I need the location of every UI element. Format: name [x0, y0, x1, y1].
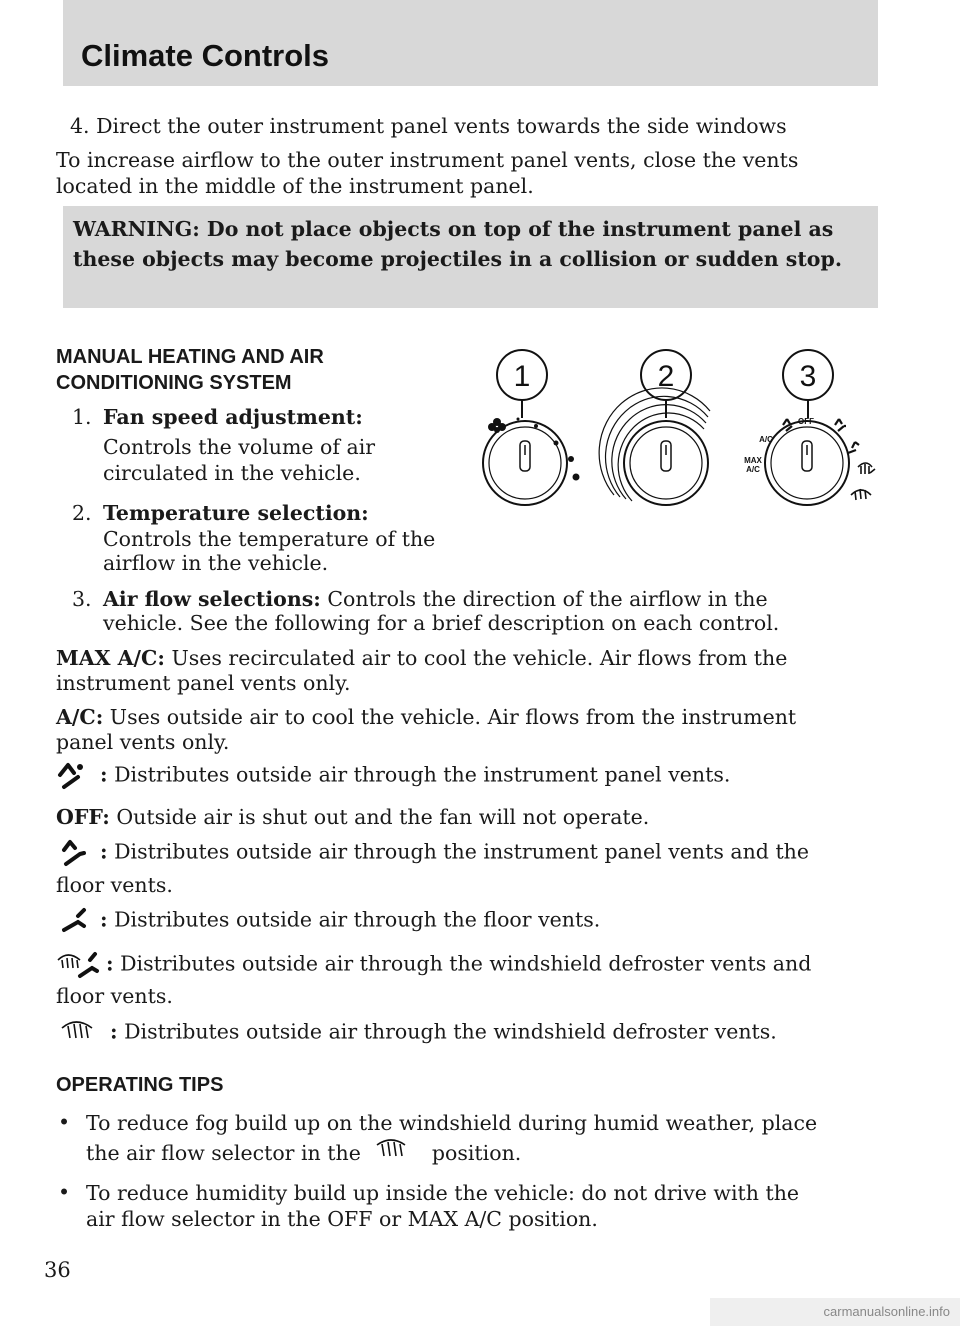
bilevel-vent-icon [835, 419, 846, 431]
section-heading-line-1: MANUAL HEATING AND AIR [56, 346, 324, 368]
bilevel-mode-line-2: floor vents. [56, 873, 173, 897]
callout-1-label: 1 [513, 360, 531, 393]
off-desc: Outside air is shut out and the fan will not operate. [109, 805, 650, 829]
operating-tips-heading: OPERATING TIPS [56, 1074, 224, 1096]
max-label: MAX [744, 456, 762, 465]
max-ac-label: A/C [746, 465, 760, 474]
tip-1-text-a: the air flow selector in the [86, 1141, 361, 1165]
item-2-title: Temperature selection: [103, 501, 369, 525]
item-2-line-2: airflow in the vehicle. [103, 551, 329, 575]
callout-3-label: 3 [799, 360, 817, 393]
mix-mode-line-1 [56, 950, 811, 980]
item-1-line-1: Controls the volume of air [103, 435, 376, 459]
bilevel-mode-line-1 [56, 838, 809, 868]
floor-mode-colon: : [100, 907, 108, 932]
page-header [63, 0, 878, 86]
page-number: 36 [44, 1258, 71, 1282]
intro-line-2: located in the middle of the instrument panel. [56, 174, 534, 198]
item-3-line-2: vehicle. See the following for a brief description on each control. [103, 611, 780, 635]
mix-mode-desc: Distributes outside air through the windshield defroster vents and [120, 951, 812, 976]
defrost-mode-icon [56, 1018, 110, 1048]
bilevel-mode-icon [56, 838, 100, 868]
warning-box [63, 206, 878, 308]
fan-speed-knob [483, 418, 580, 506]
off-label-text: OFF: [56, 805, 110, 829]
page-title: Climate Controls [81, 38, 330, 73]
floor-mode-line [56, 906, 600, 936]
floor-vent-icon [848, 442, 859, 453]
tip-1-line-1: To reduce fog build up on the windshield during humid weather, place [86, 1111, 818, 1135]
panel-mode-icon [56, 761, 100, 791]
max-ac-line-1 [56, 645, 787, 671]
tip-2-bullet: • [58, 1180, 71, 1204]
bilevel-mode-colon: : [100, 839, 108, 864]
callout-1 [497, 350, 547, 418]
item-1-title: Fan speed adjustment: [103, 405, 363, 429]
tip-2-line-2: air flow selector in the OFF or MAX A/C position. [86, 1207, 598, 1231]
callout-2-label: 2 [657, 360, 675, 393]
ac-line-2: panel vents only. [56, 730, 230, 754]
item-1-line-2: circulated in the vehicle. [103, 461, 361, 485]
step-4: 4. Direct the outer instrument panel vents towards the side windows [70, 114, 787, 138]
mix-mode-colon: : [106, 951, 114, 976]
ac-label: A/C [759, 435, 773, 444]
fan-icon [488, 418, 506, 433]
item-3-desc: Controls the direction of the airflow in the [320, 587, 768, 611]
mix-mode-line-2: floor vents. [56, 984, 173, 1008]
defrost-mode-desc: Distributes outside air through the windshield defroster vents. [124, 1019, 777, 1044]
tip-1-line-2 [86, 1140, 521, 1166]
defrost-inline-icon [367, 1137, 425, 1165]
defrost-floor-mode-icon [56, 950, 106, 980]
defrost-mode-line [56, 1018, 777, 1048]
intro-line-1: To increase airflow to the outer instrument panel vents, close the vents [56, 148, 799, 172]
temperature-knob [599, 388, 710, 505]
item-2-line-1: Controls the temperature of the [103, 527, 436, 551]
ac-desc: Uses outside air to cool the vehicle. Air flows from the instrument [103, 705, 797, 729]
item-2-num: 2. [72, 501, 92, 525]
air-flow-knob [744, 417, 875, 505]
callout-3 [783, 350, 833, 418]
max-ac-label-text: MAX A/C: [56, 646, 165, 670]
ac-label-text: A/C: [56, 705, 104, 729]
watermark: carmanualsonline.info [710, 1298, 960, 1326]
off-label: OFF [798, 417, 814, 426]
tip-2-line-1: To reduce humidity build up inside the vehicle: do not drive with the [86, 1181, 800, 1205]
warning-text: WARNING: Do not place objects on top of the instrument panel as these objects may become projectiles in a collision or sudden stop. [73, 217, 842, 271]
bilevel-mode-desc: Distributes outside air through the instrument panel vents and the [114, 839, 810, 864]
floor-mode-desc: Distributes outside air through the floor vents. [114, 907, 601, 932]
item-1-num: 1. [72, 405, 92, 429]
ac-line-1 [56, 704, 796, 730]
tip-1-bullet: • [58, 1110, 71, 1134]
off-line [56, 804, 649, 830]
max-ac-desc: Uses recirculated air to cool the vehicle. Air flows from the [164, 646, 788, 670]
panel-mode-desc: Distributes outside air through the instrument panel vents. [114, 762, 731, 787]
max-ac-line-2: instrument panel vents only. [56, 671, 351, 695]
tip-1-text-b: position. [431, 1141, 522, 1165]
section-heading-line-2: CONDITIONING SYSTEM [56, 372, 292, 394]
item-3-num: 3. [72, 587, 92, 611]
item-3-title: Air flow selections: [103, 587, 321, 611]
item-3-line-1 [103, 586, 768, 612]
panel-mode-line [56, 761, 730, 791]
floor-mode-icon [56, 906, 100, 936]
defrost-mode-colon: : [110, 1019, 118, 1044]
climate-control-diagram [470, 345, 885, 525]
defrost-floor-icon [858, 463, 875, 474]
defrost-icon [851, 489, 871, 500]
panel-mode-colon: : [100, 762, 108, 787]
